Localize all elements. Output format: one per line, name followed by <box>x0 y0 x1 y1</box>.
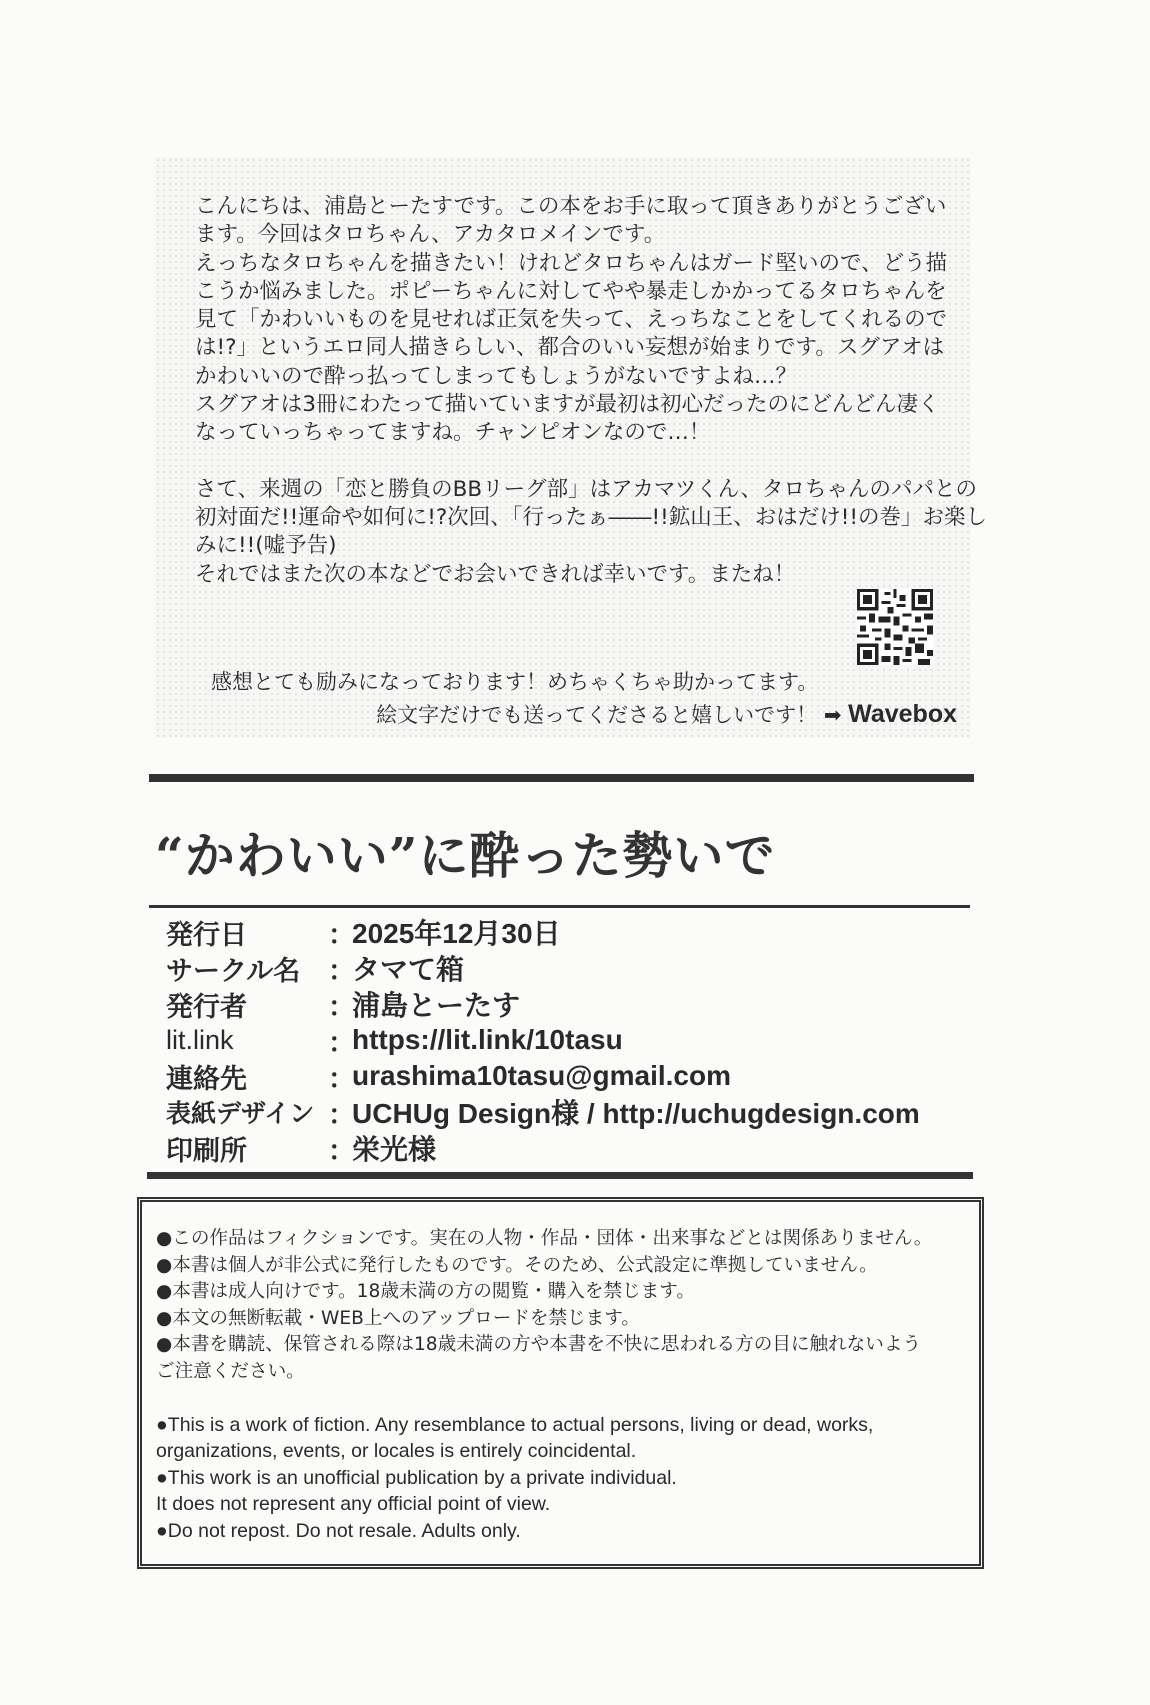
row-value: 浦島とーたす <box>352 990 521 1021</box>
row-label: サークル名 <box>166 955 301 987</box>
afterword-line: こんにちは、浦島とーたすです。この本をお手に取って頂きありがとうござい <box>195 194 947 219</box>
cover-design-value[interactable]: UCHUg Design様 / http://uchugdesign.com <box>352 1098 920 1129</box>
row-colon: ： <box>328 1063 355 1095</box>
colophon-row-publisher <box>166 986 920 1022</box>
row-colon: ： <box>328 955 355 987</box>
disclaimer-line: ご注意ください。 <box>156 1360 305 1382</box>
disclaimer-text <box>156 1226 932 1545</box>
afterword-line: 見て「かわいいものを見せれば正気を失って、えっちなことをしてくれるので <box>195 307 948 333</box>
disclaimer-line-en: ●This work is an unofficial publication by a private individual. <box>156 1466 677 1489</box>
row-label: 表紙デザイン <box>166 1099 315 1128</box>
wavebox-prompt <box>376 699 957 730</box>
colophon-info <box>166 914 920 1166</box>
litlink-url[interactable]: https://lit.link/10tasu <box>352 1024 623 1055</box>
book-title: “かわいい”に酔った勢いで <box>155 826 776 885</box>
colophon-row-date <box>166 914 920 950</box>
wavebox-link[interactable]: Wavebox <box>848 700 957 728</box>
row-label: 印刷所 <box>166 1135 247 1167</box>
disclaimer-line: ●本書は成人向けです。18歳未満の方の閲覧・購入を禁じます。 <box>156 1281 695 1303</box>
afterword-panel <box>155 157 987 738</box>
afterword-line: は!?」というエロ同人描きらしい、都合のいい妄想が始まりです。スグアオは <box>195 335 945 361</box>
row-colon: ： <box>328 1027 355 1059</box>
row-colon: ： <box>328 1099 355 1131</box>
afterword-line: みに!!(嘘予告) <box>195 533 337 559</box>
colophon-row-circle <box>166 950 920 986</box>
afterword-text <box>195 193 987 589</box>
contact-email[interactable]: urashima10tasu@gmail.com <box>352 1060 731 1091</box>
disclaimer-line-en: organizations, events, or locales is entirely coincidental. <box>156 1440 637 1463</box>
disclaimer-line-en: ●This is a work of fiction. Any resemblance to actual persons, living or dead, works, <box>156 1413 874 1436</box>
afterword-line: 初対面だ!!運命や如何に!?次回、「行ったぁ――!!鉱山王、おはだけ!!の巻」お楽し <box>195 504 987 530</box>
row-colon: ： <box>328 991 355 1023</box>
row-value: タマて箱 <box>352 954 465 985</box>
afterword-line: さて、来週の「恋と勝負のBBリーグ部」はアカマツくん、タロちゃんのパパとの <box>195 476 978 502</box>
row-label: 発行日 <box>166 919 247 951</box>
disclaimer-line-en: It does not represent any official point of view. <box>156 1493 551 1516</box>
afterword-line: それではまた次の本などでお会いできれば幸いです。またね！ <box>195 561 796 587</box>
afterword-line: えっちなタロちゃんを描きたい！けれどタロちゃんはガード堅いので、どう描 <box>195 250 948 276</box>
disclaimer-line: ●この作品はフィクションです。実在の人物・作品・団体・出来事などとは関係ありません。 <box>156 1228 933 1249</box>
disclaimer-line-en: ●Do not repost. Do not resale. Adults only. <box>156 1519 521 1542</box>
divider-top <box>149 774 974 782</box>
row-label: 連絡先 <box>166 1063 247 1095</box>
disclaimer-box <box>137 1197 984 1569</box>
afterword-line: こうか悩みました。ポピーちゃんに対してやや暴走しかかってるタロちゃんを <box>195 278 947 304</box>
row-colon: ： <box>328 1135 355 1167</box>
colophon-row-cover-design <box>166 1094 920 1130</box>
row-value: 2025年12月30日 <box>352 918 561 949</box>
row-label: lit.link <box>166 1024 234 1055</box>
afterword-line: なっていっちゃってますね。チャンピオンなので…！ <box>195 420 711 446</box>
emoji-request-text: 絵文字だけでも送ってくださると嬉しいです！ <box>376 703 818 727</box>
afterword-line: かわいいので酔っ払ってしまってもしょうがないですよね…？ <box>195 363 798 389</box>
divider-title <box>149 905 970 908</box>
disclaimer-line: ●本文の無断転載・WEB上へのアップロードを禁じます。 <box>156 1307 640 1329</box>
wavebox-qr-code[interactable] <box>857 589 933 665</box>
row-value: 栄光様 <box>352 1134 437 1165</box>
disclaimer-line: ●本書は個人が非公式に発行したものです。そのため、公式設定に準拠していません。 <box>156 1254 878 1276</box>
colophon-row-litlink <box>166 1022 920 1058</box>
divider-bottom <box>147 1172 973 1179</box>
thanks-message: 感想とても励みになっております！めちゃくちゃ助かってます。 <box>211 670 819 694</box>
row-colon: ： <box>328 919 355 951</box>
afterword-line: ます。今回はタロちゃん、アカタロメインです。 <box>195 222 666 248</box>
disclaimer-line: ●本書を購読、保管される際は18歳未満の方や本書を不快に思われる方の目に触れないよう <box>156 1334 922 1356</box>
colophon-row-printer <box>166 1130 920 1166</box>
afterword-line: スグアオは3冊にわたって描いていますが最初は初心だったのにどんどん凄く <box>195 392 940 418</box>
colophon-row-contact <box>166 1058 920 1094</box>
row-label: 発行者 <box>166 991 247 1023</box>
arrow-right-icon: ➡ <box>823 703 842 727</box>
